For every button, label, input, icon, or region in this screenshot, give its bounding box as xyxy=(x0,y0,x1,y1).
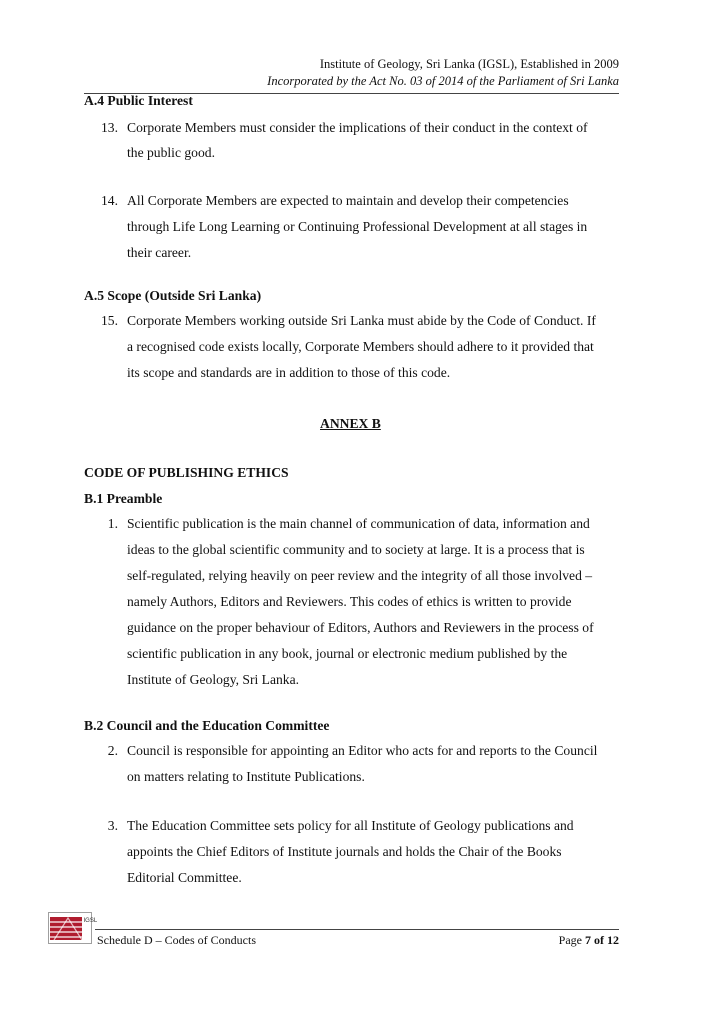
logo-text: IGSL xyxy=(83,918,98,924)
page-of: of xyxy=(594,933,604,947)
page-total: 12 xyxy=(607,933,619,947)
section-heading-b1: B.1 Preamble xyxy=(84,491,163,506)
item-number-2: 2. xyxy=(107,743,118,758)
item-number-3: 3. xyxy=(107,818,118,833)
footer-title: Schedule D – Codes of Conducts xyxy=(97,933,256,947)
item-2-line-2: on matters relating to Institute Publications. xyxy=(127,769,365,784)
item-15-line-3: its scope and standards are in addition to those of this code. xyxy=(127,365,451,380)
item-number-14: 14. xyxy=(101,193,118,208)
page-number xyxy=(559,933,619,948)
item-1-line-5: guidance on the proper behaviour of Editors, Authors and Reviewers in the process of xyxy=(127,620,594,635)
item-3-line-3: Editorial Committee. xyxy=(127,870,242,885)
item-number-13: 13. xyxy=(101,120,118,135)
header-line-2: Incorporated by the Act No. 03 of 2014 of the Parliament of Sri Lanka xyxy=(267,74,619,88)
footer-rule xyxy=(95,929,619,930)
item-number-15: 15. xyxy=(101,313,118,328)
page-label: Page xyxy=(558,933,582,947)
item-1-line-1: Scientific publication is the main channel of communication of data, information and xyxy=(127,516,590,531)
item-number-1: 1. xyxy=(107,516,118,531)
item-14-line-1: All Corporate Members are expected to maintain and develop their competencies xyxy=(127,193,569,208)
igsl-logo-icon xyxy=(48,912,98,944)
annex-title: ANNEX B xyxy=(320,416,381,431)
page-current: 7 xyxy=(585,933,591,947)
page-header xyxy=(267,56,619,90)
item-1-line-3: self-regulated, relying heavily on peer review and the integrity of all those involved – xyxy=(127,568,593,583)
item-13-line-1: Corporate Members must consider the implications of their conduct in the context of xyxy=(127,120,588,135)
header-line-1: Institute of Geology, Sri Lanka (IGSL), Established in 2009 xyxy=(319,57,619,71)
item-2-line-1: Council is responsible for appointing an Editor who acts for and reports to the Council xyxy=(127,743,598,758)
item-3-line-2: appoints the Chief Editors of Institute journals and holds the Chair of the Books xyxy=(127,844,562,859)
item-15-line-1: Corporate Members working outside Sri Lanka must abide by the Code of Conduct. If xyxy=(127,313,596,328)
item-3-line-1: The Education Committee sets policy for all Institute of Geology publications and xyxy=(127,818,574,833)
item-15-line-2: a recognised code exists locally, Corporate Members should adhere to it provided that xyxy=(127,339,594,354)
item-14-line-3: their career. xyxy=(127,245,192,260)
item-1-line-7: Institute of Geology, Sri Lanka. xyxy=(127,672,300,687)
section-heading-b2: B.2 Council and the Education Committee xyxy=(84,718,330,733)
section-heading-a5: A.5 Scope (Outside Sri Lanka) xyxy=(84,288,262,303)
section-heading-a4: A.4 Public Interest xyxy=(84,93,193,108)
item-13-line-2: the public good. xyxy=(127,145,215,160)
item-1-line-4: namely Authors, Editors and Reviewers. This codes of ethics is written to provide xyxy=(127,594,572,609)
item-1-line-6: scientific publication in any book, journal or electronic medium published by the xyxy=(127,646,568,661)
item-1-line-2: ideas to the global scientific community and to society at large. It is a process that is xyxy=(127,542,585,557)
code-title: CODE OF PUBLISHING ETHICS xyxy=(84,465,289,480)
item-14-line-2: through Life Long Learning or Continuing Professional Development at all stages in xyxy=(127,219,588,234)
